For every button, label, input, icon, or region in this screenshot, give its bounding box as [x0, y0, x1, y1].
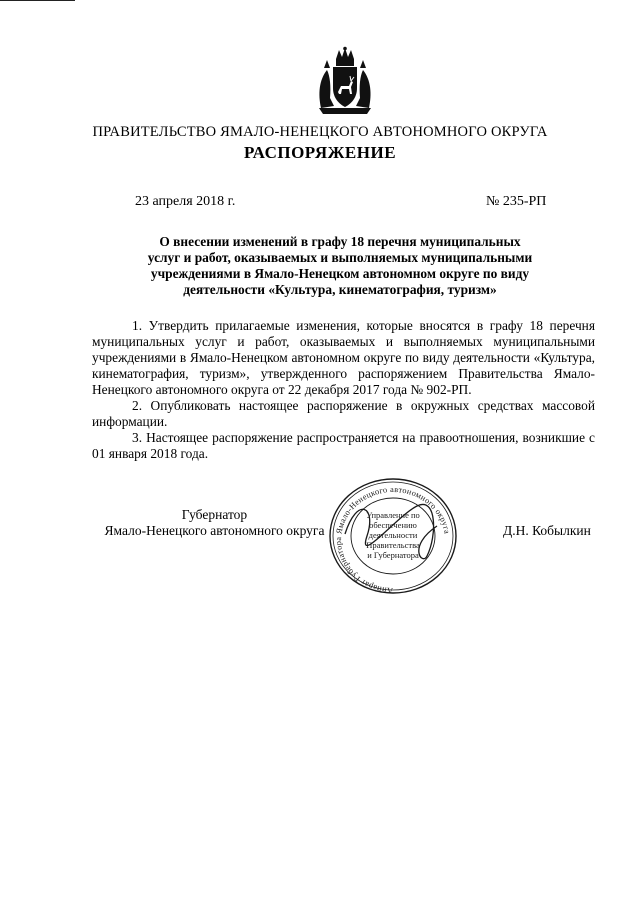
signatory-name: Д.Н. Кобылкин [503, 523, 591, 538]
signatory-position [92, 507, 337, 539]
stamp-center-line: Правительства [366, 540, 420, 550]
stamp-center-line: Управление по [366, 510, 420, 520]
paragraph-2: 2. Опубликовать настоящее распоряжение в окружных средствах массовой информации. [92, 398, 595, 429]
stamp-ring-text: Аппарат Губернатора Ямало-Ненецкого автономного округа [334, 484, 452, 596]
document-type: РАСПОРЯЖЕНИЕ [243, 143, 397, 162]
government-title: ПРАВИТЕЛЬСТВО ЯМАЛО-НЕНЕЦКОГО АВТОНОМНОГО ОКРУГА [92, 124, 548, 140]
document-body [92, 318, 595, 462]
subject-line: деятельности «Культура, кинематография, туризм» [183, 282, 497, 297]
document-subject [130, 234, 550, 298]
signatory-title: Губернатор [181, 507, 248, 522]
stamp-center-line: и Губернатора [367, 550, 419, 560]
coat-of-arms-icon [315, 46, 375, 116]
stamp-center-line: деятельности [368, 530, 418, 540]
subject-line: учреждениями в Ямало-Ненецком автономном округе по виду [150, 266, 530, 281]
subject-line: О внесении изменений в графу 18 перечня муниципальных [159, 234, 521, 249]
stamp-center-line: обеспечению [369, 520, 417, 530]
paragraph-1: 1. Утвердить прилагаемые изменения, которые вносятся в графу 18 перечня муниципальных услуг и работ, оказываемых и выполняемых муниципальными учреждениями в Ямало-Ненецком автономном округе по виду деятельности «Культура, кинематография, туризм», утвержденного распоряжением Правительства Ямало-Ненецкого автономного округа от 22 декабря 2017 года № 902-РП. [92, 318, 595, 397]
document-number: № 235-РП [486, 194, 547, 209]
document-date: 23 апреля 2018 г. [135, 194, 236, 209]
paragraph-3: 3. Настоящее распоряжение распространяется на правоотношения, возникшие с 01 января 2018 года. [92, 430, 595, 461]
subject-line: услуг и работ, оказываемых и выполняемых муниципальными [147, 250, 533, 265]
signatory-region: Ямало-Ненецкого автономного округа [104, 523, 325, 538]
scan-edge-line [0, 0, 75, 1]
official-stamp-icon [327, 476, 459, 596]
